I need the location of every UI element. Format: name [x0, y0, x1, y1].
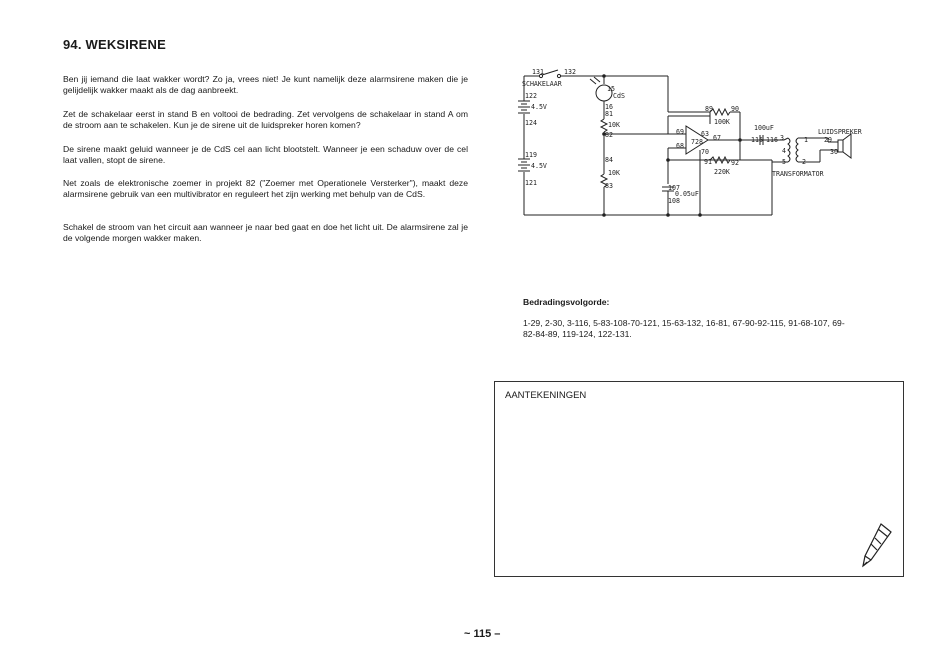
terminal-label: 132	[564, 68, 576, 76]
terminal-label: 4	[782, 147, 786, 155]
terminal-label: 90	[731, 105, 739, 113]
resistor-value-label: 10K	[608, 121, 620, 129]
terminal-label: 121	[525, 179, 537, 187]
terminal-label: 122	[525, 92, 537, 100]
terminal-label: 92	[731, 159, 739, 167]
resistor-value-label: 100K	[714, 118, 730, 126]
terminal-label: 15	[607, 85, 615, 93]
capacitor-value-label: 100uF	[754, 124, 774, 132]
terminal-label: 131	[532, 68, 544, 76]
terminal-label: 68	[676, 142, 684, 150]
notes-box	[494, 381, 904, 577]
usage-paragraph: Schakel de stroom van het circuit aan wanneer je naar bed gaat en doe het licht uit. De alarmsirene zal je de volgende morgen wakker maken.	[63, 222, 468, 243]
wiring-sequence: 1-29, 2-30, 3-116, 5-83-108-70-121, 15-63-132, 16-81, 67-90-92-115, 91-68-107, 69-82-84-89, 119-124, 122-131.	[523, 318, 845, 339]
notes-label: AANTEKENINGEN	[505, 390, 587, 401]
terminal-label: 107	[668, 184, 680, 192]
pencil-icon	[859, 520, 895, 572]
terminal-label: 81	[605, 110, 613, 118]
speaker-label: LUIDSPREKER	[818, 128, 862, 136]
page-title: 94. WEKSIRENE	[63, 37, 167, 52]
terminal-label: 5	[782, 158, 786, 166]
cds-label: CdS	[613, 92, 625, 100]
battery-voltage-label: 4.5V	[531, 103, 547, 111]
wiring-title: Bedradingsvolgorde:	[523, 297, 610, 307]
instruction-paragraph: Zet de schakelaar eerst in stand B en voltooi de bedrading. Zet vervolgens de schakelaar in stand A om de stroom aan te schakelen. Kun je de sirene uit de luidspreker horen komen?	[63, 109, 468, 130]
terminal-label: 63	[701, 130, 709, 138]
terminal-label: 1	[804, 136, 808, 144]
switch-label: SCHAKELAAR	[522, 80, 562, 88]
terminal-label: 29	[824, 136, 832, 144]
page-number: ~ 115 –	[464, 628, 501, 640]
circuit-schematic	[508, 64, 888, 224]
capacitor-value-label: 0.05uF	[675, 190, 699, 198]
terminal-label: 124	[525, 119, 537, 127]
opamp-label: 728	[691, 138, 703, 146]
terminal-label: 82	[605, 131, 613, 139]
transformer-label: TRANSFORMATOR	[772, 170, 824, 178]
terminal-label: 116	[766, 136, 778, 144]
terminal-label: 108	[668, 197, 680, 205]
battery-voltage-label: 4.5V	[531, 162, 547, 170]
multivibrator-paragraph: Net zoals de elektronische zoemer in projekt 82 ("Zoemer met Operationele Versterker"), maakt deze alarmsirene gebruik van een multivibrator en reguleert het zijn werking met behulp van de CdS.	[63, 178, 468, 199]
terminal-label: 119	[525, 151, 537, 159]
resistor-value-label: 10K	[608, 169, 620, 177]
resistor-value-label: 220K	[714, 168, 730, 176]
terminal-label: 84	[605, 156, 613, 164]
terminal-label: 67	[713, 134, 721, 142]
terminal-label: 70	[701, 148, 709, 156]
terminal-label: 3	[780, 134, 784, 142]
terminal-label: 115	[751, 136, 763, 144]
cds-paragraph: De sirene maakt geluid wanneer je de CdS cel aan licht blootstelt. Wanneer je een schaduw over de cel laat vallen, stopt de sirene.	[63, 144, 468, 165]
terminal-label: 83	[605, 182, 613, 190]
intro-paragraph: Ben jij iemand die laat wakker wordt? Zo ja, vrees niet! Je kunt namelijk deze alarmsirene maken die je gelijdelijk wakker maakt als de dag aanbreekt.	[63, 74, 468, 95]
terminal-label: 16	[605, 103, 613, 111]
terminal-label: 2	[802, 158, 806, 166]
terminal-label: 30	[830, 148, 838, 156]
terminal-label: 89	[705, 105, 713, 113]
terminal-label: 69	[676, 128, 684, 136]
terminal-label: 91	[704, 158, 712, 166]
